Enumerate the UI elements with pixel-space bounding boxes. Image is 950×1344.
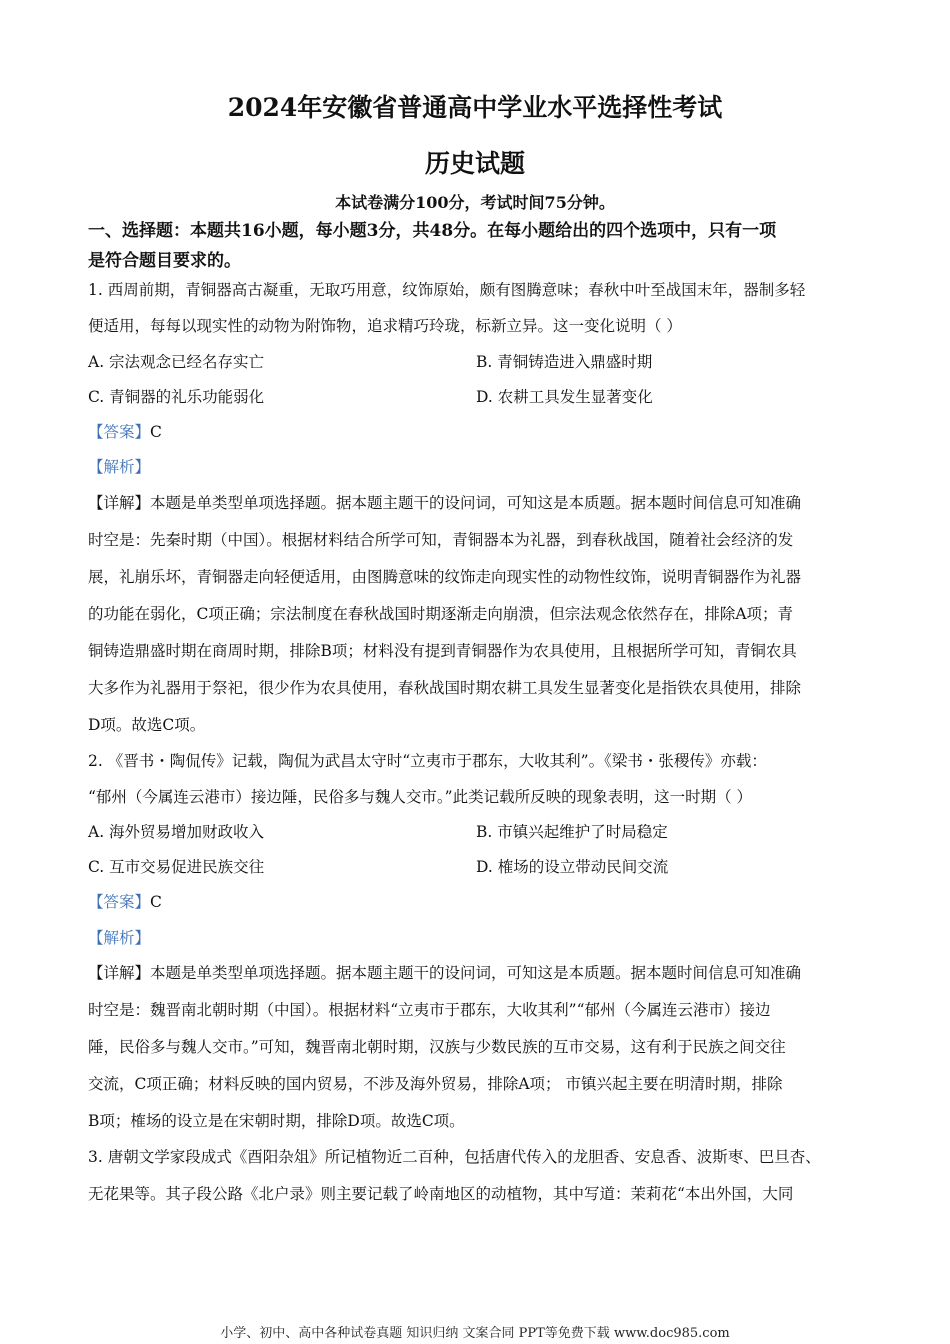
q2-option-b: B. 市镇兴起维护了时局稳定 — [476, 823, 668, 841]
section-heading-line: 是符合题目要求的。 — [88, 251, 241, 271]
q2-stem-line: 2. 《晋书・陶侃传》记载，陶侃为武昌太守时“立夷市于郡东，大收其利”。《梁书・张稷传》亦载： — [88, 752, 767, 770]
q1-option-a: A. 宗法观念已经名存实亡 — [88, 353, 265, 371]
q3-stem-line: 无花果等。其子段公路《北户录》则主要记载了岭南地区的动植物，其中写道：茉莉花“本出外国，大同 — [88, 1185, 794, 1203]
q3-stem-line: 3. 唐朝文学家段成式《酉阳杂俎》所记植物近二百种，包括唐代传入的龙胆香、安息香、波斯枣、巴旦杏、 — [88, 1148, 821, 1166]
exam-subtitle: 历史试题 — [424, 149, 525, 178]
q1-stem-line: 便适用，每每以现实性的动物为附饰物，追求精巧玲珑，标新立异。这一变化说明（ ） — [88, 317, 682, 335]
q2-stem-line: “郁州（今属连云港市）接边陲，民俗多与魏人交市。”此类记载所反映的现象表明，这一时期（ ） — [88, 788, 753, 806]
q1-detail-line: 时空是：先秦时期（中国）。根据材料结合所学可知，青铜器本为礼器，到春秋战国，随着社会经济的发 — [88, 531, 794, 549]
q1-option-b: B. 青铜铸造进入鼎盛时期 — [476, 353, 653, 371]
detail-label: 【详解】 — [88, 494, 151, 512]
q2-option-a: A. 海外贸易增加财政收入 — [88, 823, 265, 841]
exam-title: 2024年安徽省普通高中学业水平选择性考试 — [227, 93, 723, 122]
detail-text: 本题是单类型单项选择题。据本题主题干的设问词，可知这是本质题。据本题时间信息可知准确 — [150, 964, 802, 982]
detail-text: 本题是单类型单项选择题。据本题主题干的设问词，可知这是本质题。据本题时间信息可知准确 — [150, 494, 802, 512]
q2-option-c: C. 互市交易促进民族交往 — [88, 858, 265, 876]
q2-analysis-label: 【解析】 — [88, 929, 151, 947]
q1-stem-line: 1. 西周前期，青铜器高古凝重，无取巧用意，纹饰原始，颇有图腾意味；春秋中叶至战国末年，器制多轻 — [88, 281, 806, 299]
q1-answer — [88, 421, 878, 443]
q2-detail-line: B项；榷场的设立是在宋朝时期，排除D项。故选C项。 — [88, 1112, 465, 1130]
q1-detail-line: 铜铸造鼎盛时期在商周时期，排除B项；材料没有提到青铜器作为农具使用，且根据所学可知，青铜农具 — [88, 642, 797, 660]
section-heading-line: 一、选择题：本题共16小题，每小题3分，共48分。在每小题给出的四个选项中，只有一项 — [88, 221, 777, 241]
q1-detail-line: 大多作为礼器用于祭祀，很少作为农具使用，春秋战国时期农耕工具发生显著变化是指铁农具使用，排除 — [88, 679, 802, 697]
exam-note: 本试卷满分100分，考试时间75分钟。 — [335, 193, 615, 212]
answer-label: 【答案】 — [88, 893, 151, 911]
q1-option-d: D. 农耕工具发生显著变化 — [476, 388, 653, 406]
answer-value: C — [150, 893, 162, 911]
q2-option-d: D. 榷场的设立带动民间交流 — [476, 858, 669, 876]
q2-answer — [88, 891, 878, 913]
page-footer: 小学、初中、高中各种试卷真题 知识归纳 文案合同 PPT等免费下载 www.doc985.com — [220, 1326, 730, 1341]
answer-value: C — [150, 423, 162, 441]
detail-label: 【详解】 — [88, 964, 151, 982]
q1-detail-line: 的功能在弱化，C项正确；宗法制度在春秋战国时期逐渐走向崩溃，但宗法观念依然存在，排除A项；青 — [88, 605, 794, 623]
answer-label: 【答案】 — [88, 423, 151, 441]
q2-detail-line: 时空是：魏晋南北朝时期（中国）。根据材料“立夷市于郡东，大收其利”“郁州（今属连云港市）接边 — [88, 1001, 771, 1019]
q1-detail-line — [88, 492, 878, 514]
q1-detail-line: 展，礼崩乐坏，青铜器走向轻便适用，由图腾意味的纹饰走向现实性的动物性纹饰，说明青铜器作为礼器 — [88, 568, 802, 586]
q2-detail-line: 陲，民俗多与魏人交市。”可知，魏晋南北朝时期，汉族与少数民族的互市交易，这有利于民族之间交往 — [88, 1038, 786, 1056]
q2-detail-line: 交流，C项正确；材料反映的国内贸易，不涉及海外贸易，排除A项； 市镇兴起主要在明清时期，排除 — [88, 1075, 783, 1093]
section-heading — [88, 216, 878, 276]
q1-analysis-label: 【解析】 — [88, 458, 151, 476]
q2-detail-line — [88, 962, 878, 984]
q1-option-c: C. 青铜器的礼乐功能弱化 — [88, 388, 265, 406]
q1-detail-line: D项。故选C项。 — [88, 716, 206, 734]
